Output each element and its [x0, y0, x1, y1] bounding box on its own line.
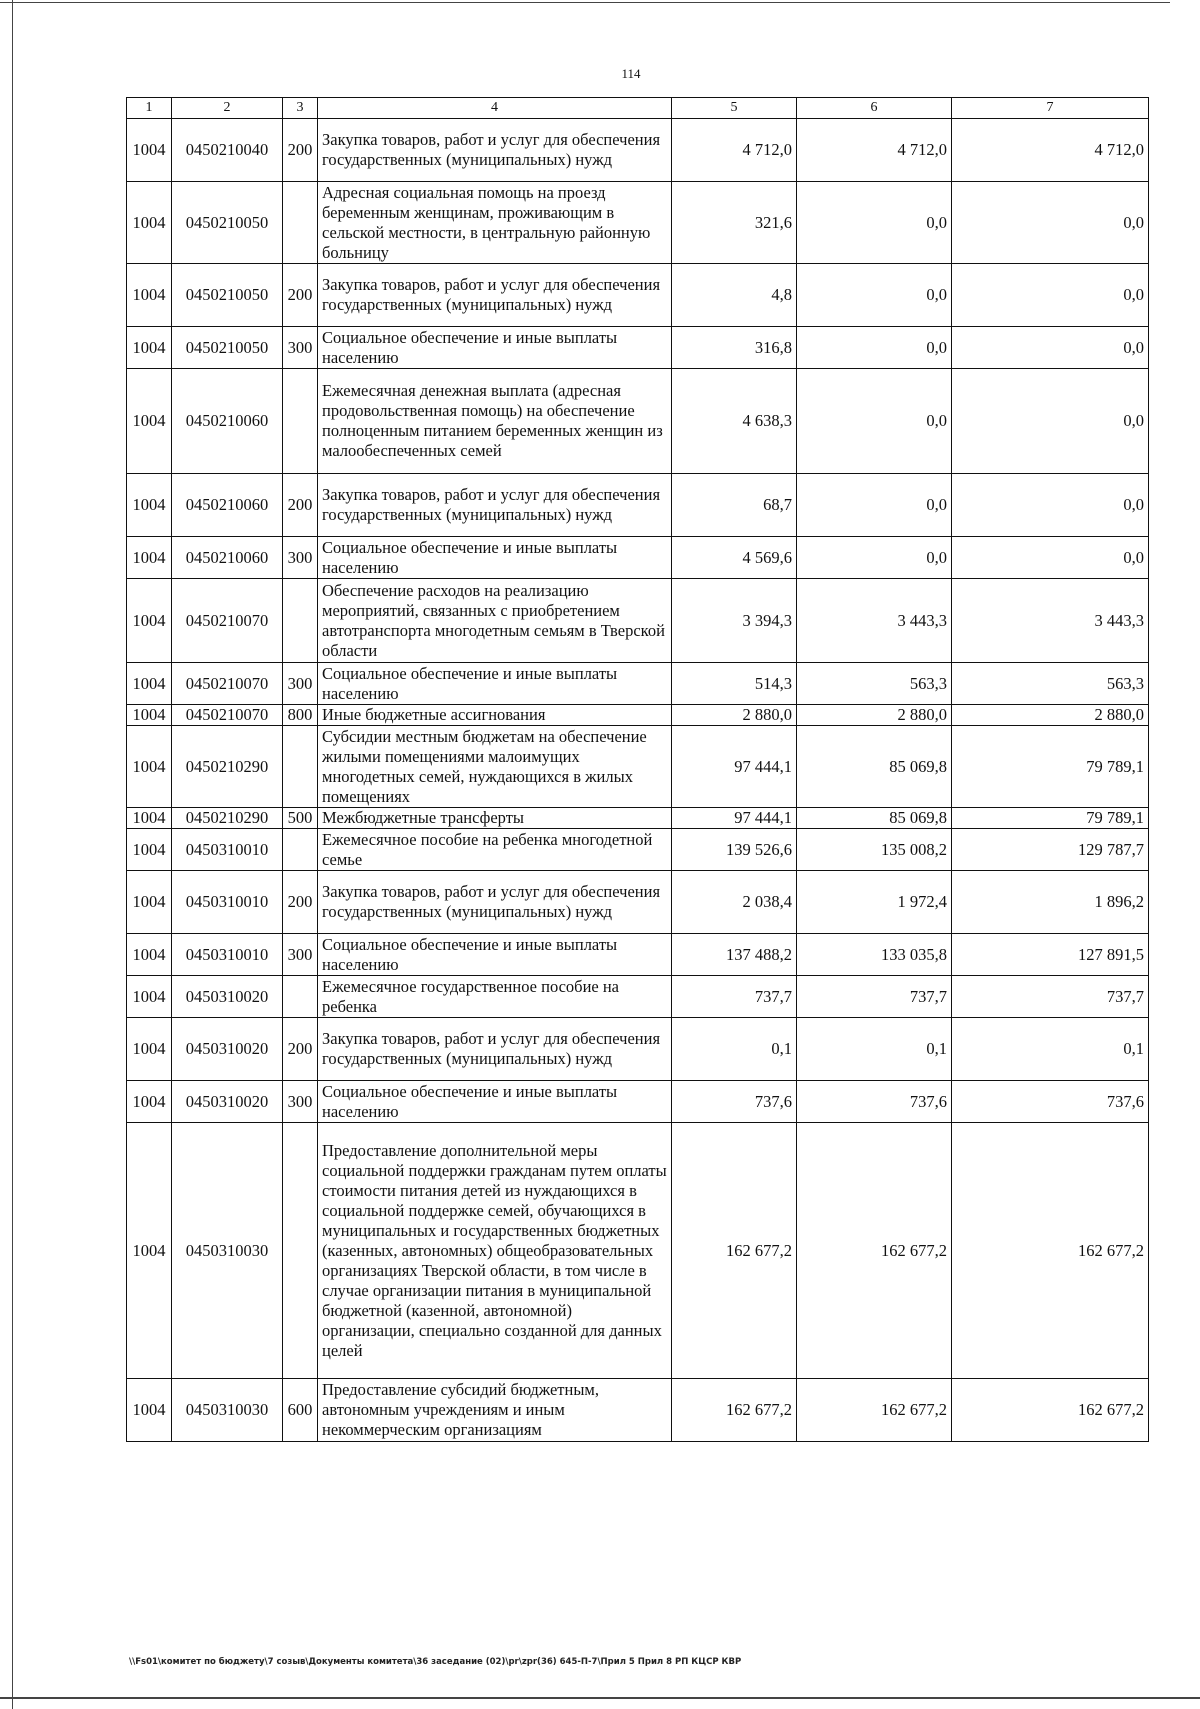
value-col6-cell: 162 677,2 [797, 1123, 952, 1379]
value-col6-cell: 563,3 [797, 663, 952, 705]
name-cell: Закупка товаров, работ и услуг для обеспечения государственных (муниципальных) нужд [318, 119, 672, 182]
name-cell: Социальное обеспечение и иные выплаты населению [318, 327, 672, 369]
expense-type-cell [283, 182, 318, 264]
expense-type-cell: 200 [283, 871, 318, 934]
section-cell: 1004 [127, 808, 172, 829]
expense-type-cell: 300 [283, 537, 318, 579]
value-col5-cell: 316,8 [672, 327, 797, 369]
footer-file-path: \\Fs01\комитет по бюджету\7 созыв\Документы комитета\36 заседание (02)\pr\zpr(36) 645-П-7\Прил 5 Прил 8 РП КЦСР КВР [129, 1657, 742, 1667]
code-cell: 0450210290 [172, 808, 283, 829]
value-col6-cell: 4 712,0 [797, 119, 952, 182]
table-row [127, 182, 1149, 264]
code-cell: 0450210070 [172, 663, 283, 705]
value-col7-cell: 129 787,7 [952, 829, 1149, 871]
value-col7-cell: 162 677,2 [952, 1123, 1149, 1379]
value-col5-cell: 97 444,1 [672, 808, 797, 829]
name-cell: Ежемесячное государственное пособие на ребенка [318, 976, 672, 1018]
table-header-row [127, 98, 1149, 119]
table-row [127, 264, 1149, 327]
value-col5-cell: 4 712,0 [672, 119, 797, 182]
column-header-4: 4 [318, 98, 672, 119]
table-row [127, 871, 1149, 934]
value-col5-cell: 737,6 [672, 1081, 797, 1123]
value-col5-cell: 3 394,3 [672, 579, 797, 663]
section-cell: 1004 [127, 663, 172, 705]
table-row [127, 829, 1149, 871]
table-row [127, 474, 1149, 537]
section-cell: 1004 [127, 579, 172, 663]
value-col5-cell: 97 444,1 [672, 726, 797, 808]
section-cell: 1004 [127, 976, 172, 1018]
column-header-5: 5 [672, 98, 797, 119]
expense-type-cell: 300 [283, 327, 318, 369]
name-cell: Субсидии местным бюджетам на обеспечение жилыми помещениями малоимущих многодетных семей, нуждающихся в жилых помещениях [318, 726, 672, 808]
section-cell: 1004 [127, 1379, 172, 1442]
expense-type-cell [283, 579, 318, 663]
value-col5-cell: 4 638,3 [672, 369, 797, 474]
bottom-edge-line [0, 1697, 1200, 1699]
table-row [127, 1018, 1149, 1081]
expense-type-cell [283, 726, 318, 808]
value-col7-cell: 0,0 [952, 369, 1149, 474]
name-cell: Предоставление дополнительной меры социальной поддержки гражданам путем оплаты стоимости питания детей из нуждающихся в социальной поддержке семей, обучающихся в муниципальных и государственных бюджетных (казенных, автономных) общеобразовательных организациях Тверской области, в том числе в случае организации питания в муниципальной бюджетной (казенной, автономной) организации, специально созданной для данных целей [318, 1123, 672, 1379]
table-row [127, 934, 1149, 976]
value-col5-cell: 2 038,4 [672, 871, 797, 934]
expense-type-cell: 200 [283, 1018, 318, 1081]
code-cell: 0450210040 [172, 119, 283, 182]
code-cell: 0450210290 [172, 726, 283, 808]
expense-type-cell: 500 [283, 808, 318, 829]
value-col6-cell: 0,1 [797, 1018, 952, 1081]
code-cell: 0450310030 [172, 1123, 283, 1379]
value-col6-cell: 0,0 [797, 264, 952, 327]
value-col6-cell: 2 880,0 [797, 705, 952, 726]
section-cell: 1004 [127, 264, 172, 327]
value-col5-cell: 737,7 [672, 976, 797, 1018]
value-col7-cell: 127 891,5 [952, 934, 1149, 976]
expense-type-cell [283, 369, 318, 474]
name-cell: Закупка товаров, работ и услуг для обеспечения государственных (муниципальных) нужд [318, 871, 672, 934]
name-cell: Социальное обеспечение и иные выплаты населению [318, 663, 672, 705]
value-col5-cell: 2 880,0 [672, 705, 797, 726]
name-cell: Социальное обеспечение и иные выплаты населению [318, 537, 672, 579]
table-row [127, 1081, 1149, 1123]
value-col7-cell: 0,0 [952, 474, 1149, 537]
value-col5-cell: 514,3 [672, 663, 797, 705]
code-cell: 0450310020 [172, 976, 283, 1018]
expense-type-cell: 200 [283, 119, 318, 182]
code-cell: 0450310020 [172, 1081, 283, 1123]
column-header-6: 6 [797, 98, 952, 119]
value-col7-cell: 79 789,1 [952, 808, 1149, 829]
code-cell: 0450310010 [172, 829, 283, 871]
code-cell: 0450310030 [172, 1379, 283, 1442]
name-cell: Обеспечение расходов на реализацию мероприятий, связанных с приобретением автотранспорта многодетным семьям в Тверской области [318, 579, 672, 663]
value-col6-cell: 0,0 [797, 537, 952, 579]
column-header-2: 2 [172, 98, 283, 119]
expense-type-cell [283, 976, 318, 1018]
code-cell: 0450210050 [172, 264, 283, 327]
value-col6-cell: 737,6 [797, 1081, 952, 1123]
table-row [127, 1379, 1149, 1442]
table-row [127, 579, 1149, 663]
value-col5-cell: 162 677,2 [672, 1379, 797, 1442]
value-col5-cell: 321,6 [672, 182, 797, 264]
name-cell: Ежемесячное пособие на ребенка многодетной семье [318, 829, 672, 871]
expense-type-cell: 300 [283, 663, 318, 705]
expense-type-cell: 200 [283, 474, 318, 537]
value-col6-cell: 133 035,8 [797, 934, 952, 976]
expense-type-cell: 200 [283, 264, 318, 327]
code-cell: 0450310020 [172, 1018, 283, 1081]
section-cell: 1004 [127, 182, 172, 264]
code-cell: 0450310010 [172, 871, 283, 934]
table-body [127, 119, 1149, 1442]
code-cell: 0450310010 [172, 934, 283, 976]
value-col7-cell: 4 712,0 [952, 119, 1149, 182]
value-col6-cell: 0,0 [797, 182, 952, 264]
value-col7-cell: 3 443,3 [952, 579, 1149, 663]
column-header-1: 1 [127, 98, 172, 119]
table-row [127, 119, 1149, 182]
section-cell: 1004 [127, 871, 172, 934]
code-cell: 0450210060 [172, 474, 283, 537]
section-cell: 1004 [127, 537, 172, 579]
table-row [127, 976, 1149, 1018]
expense-type-cell: 300 [283, 934, 318, 976]
table-row [127, 663, 1149, 705]
value-col7-cell: 0,0 [952, 327, 1149, 369]
value-col6-cell: 135 008,2 [797, 829, 952, 871]
table-row [127, 537, 1149, 579]
expense-type-cell: 800 [283, 705, 318, 726]
table-row [127, 1123, 1149, 1379]
value-col6-cell: 0,0 [797, 327, 952, 369]
value-col6-cell: 85 069,8 [797, 808, 952, 829]
value-col5-cell: 137 488,2 [672, 934, 797, 976]
name-cell: Закупка товаров, работ и услуг для обеспечения государственных (муниципальных) нужд [318, 474, 672, 537]
value-col7-cell: 0,0 [952, 182, 1149, 264]
section-cell: 1004 [127, 1081, 172, 1123]
value-col5-cell: 139 526,6 [672, 829, 797, 871]
value-col6-cell: 162 677,2 [797, 1379, 952, 1442]
value-col5-cell: 4,8 [672, 264, 797, 327]
section-cell: 1004 [127, 119, 172, 182]
name-cell: Закупка товаров, работ и услуг для обеспечения государственных (муниципальных) нужд [318, 264, 672, 327]
value-col7-cell: 162 677,2 [952, 1379, 1149, 1442]
name-cell: Адресная социальная помощь на проезд беременным женщинам, проживающим в сельской местности, в центральную районную больницу [318, 182, 672, 264]
code-cell: 0450210070 [172, 579, 283, 663]
value-col5-cell: 68,7 [672, 474, 797, 537]
name-cell: Социальное обеспечение и иные выплаты населению [318, 934, 672, 976]
section-cell: 1004 [127, 1018, 172, 1081]
section-cell: 1004 [127, 1123, 172, 1379]
section-cell: 1004 [127, 369, 172, 474]
code-cell: 0450210070 [172, 705, 283, 726]
section-cell: 1004 [127, 726, 172, 808]
section-cell: 1004 [127, 705, 172, 726]
section-cell: 1004 [127, 327, 172, 369]
section-cell: 1004 [127, 934, 172, 976]
value-col6-cell: 737,7 [797, 976, 952, 1018]
value-col5-cell: 0,1 [672, 1018, 797, 1081]
value-col5-cell: 162 677,2 [672, 1123, 797, 1379]
value-col7-cell: 1 896,2 [952, 871, 1149, 934]
expense-type-cell [283, 1123, 318, 1379]
name-cell: Межбюджетные трансферты [318, 808, 672, 829]
value-col6-cell: 85 069,8 [797, 726, 952, 808]
column-header-7: 7 [952, 98, 1149, 119]
value-col7-cell: 737,7 [952, 976, 1149, 1018]
value-col6-cell: 0,0 [797, 369, 952, 474]
value-col7-cell: 0,0 [952, 264, 1149, 327]
code-cell: 0450210050 [172, 327, 283, 369]
name-cell: Ежемесячная денежная выплата (адресная продовольственная помощь) на обеспечение полноценным питанием беременных женщин из малообеспеченных семей [318, 369, 672, 474]
name-cell: Иные бюджетные ассигнования [318, 705, 672, 726]
column-header-3: 3 [283, 98, 318, 119]
table-row [127, 705, 1149, 726]
value-col6-cell: 1 972,4 [797, 871, 952, 934]
section-cell: 1004 [127, 829, 172, 871]
code-cell: 0450210050 [172, 182, 283, 264]
value-col7-cell: 0,1 [952, 1018, 1149, 1081]
value-col5-cell: 4 569,6 [672, 537, 797, 579]
table-row [127, 327, 1149, 369]
value-col7-cell: 563,3 [952, 663, 1149, 705]
value-col7-cell: 737,6 [952, 1081, 1149, 1123]
value-col6-cell: 3 443,3 [797, 579, 952, 663]
table-row [127, 369, 1149, 474]
code-cell: 0450210060 [172, 537, 283, 579]
code-cell: 0450210060 [172, 369, 283, 474]
table-row [127, 726, 1149, 808]
value-col6-cell: 0,0 [797, 474, 952, 537]
top-edge-line [0, 2, 1170, 3]
value-col7-cell: 79 789,1 [952, 726, 1149, 808]
name-cell: Предоставление субсидий бюджетным, автономным учреждениям и иным некоммерческим организациям [318, 1379, 672, 1442]
section-cell: 1004 [127, 474, 172, 537]
expense-type-cell: 600 [283, 1379, 318, 1442]
expense-type-cell [283, 829, 318, 871]
value-col7-cell: 0,0 [952, 537, 1149, 579]
expense-type-cell: 300 [283, 1081, 318, 1123]
name-cell: Закупка товаров, работ и услуг для обеспечения государственных (муниципальных) нужд [318, 1018, 672, 1081]
value-col7-cell: 2 880,0 [952, 705, 1149, 726]
budget-table [126, 97, 1149, 1442]
name-cell: Социальное обеспечение и иные выплаты населению [318, 1081, 672, 1123]
left-edge-line [12, 0, 13, 1709]
page-number: 114 [621, 66, 641, 81]
table-row [127, 808, 1149, 829]
